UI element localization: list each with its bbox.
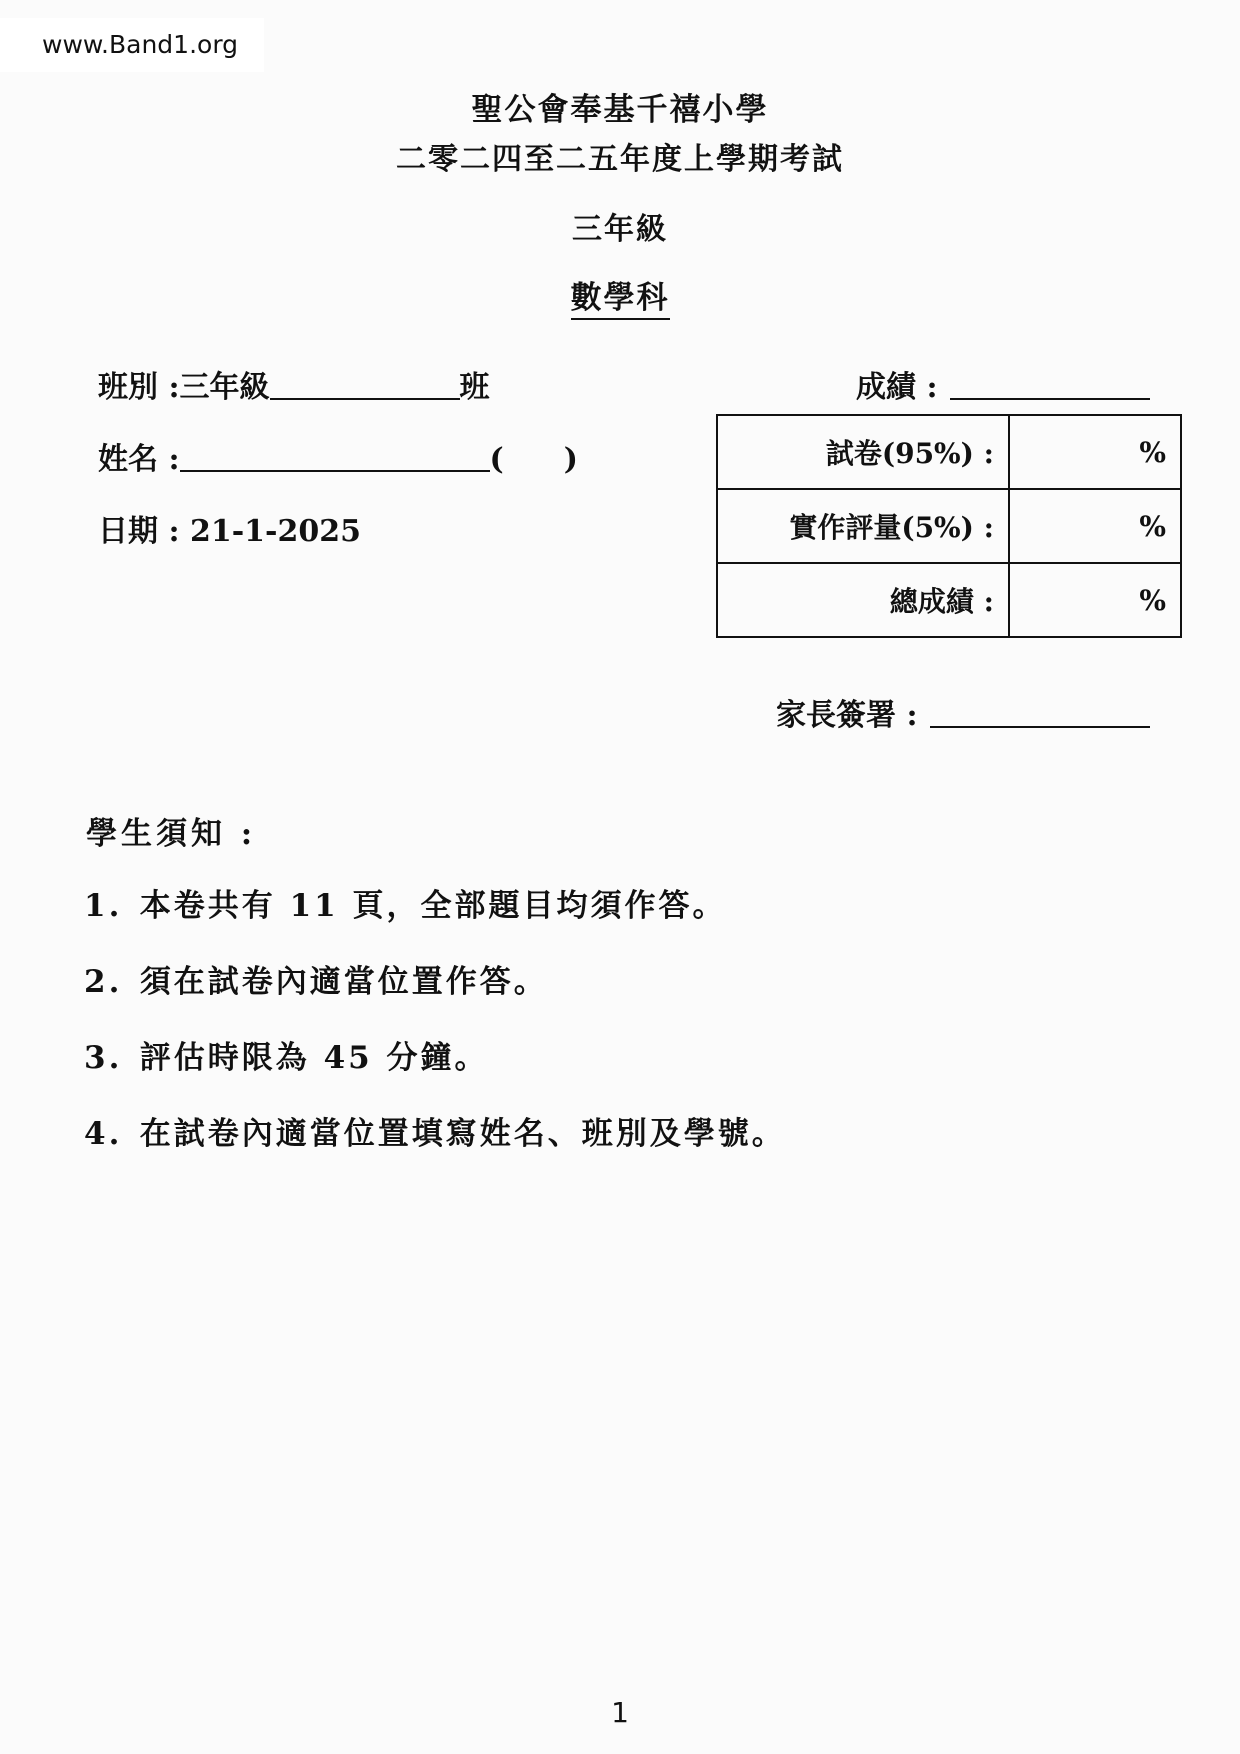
notice-item [84, 1032, 786, 1108]
notice-text: 在試卷內適當位置填寫姓名、班別及學號。 [139, 1116, 786, 1152]
notice-text: 須在試卷內適當位置作答。 [139, 964, 548, 1000]
date-value: : 21-1-2025 [168, 514, 361, 549]
score-row-practical [717, 489, 1181, 563]
date-field [98, 506, 361, 550]
notice-item [84, 880, 786, 956]
score-row-label: 實作評量(5%) : [717, 489, 1009, 563]
name-field [98, 434, 578, 478]
grade-level: 三年級 [572, 212, 668, 247]
score-row-value[interactable]: % [1009, 415, 1181, 489]
school-name: 聖公會奉基千禧小學 [471, 92, 769, 128]
subject-title [0, 272, 1240, 317]
class-label: 班別 [98, 370, 158, 405]
notice-text: 本卷共有 11 頁，全部題目均須作答。 [139, 888, 727, 924]
watermark: www.Band1.org [0, 18, 264, 72]
name-label: 姓名 : [98, 442, 180, 477]
date-label: 日期 [98, 514, 158, 549]
score-row-value[interactable]: % [1009, 563, 1181, 637]
notice-title: 學生須知 : [86, 816, 257, 852]
score-row-paper [717, 415, 1181, 489]
page-number: 1 [611, 1696, 629, 1729]
notice-number: 3. [84, 1040, 123, 1076]
notice-list [84, 880, 786, 1184]
score-label: 成績 : [856, 370, 938, 405]
class-field [98, 362, 490, 406]
class-number-paren: ( ) [489, 442, 578, 477]
exam-title: 二零二四至二五年度上學期考試 [396, 142, 844, 177]
class-suffix: 班 [459, 370, 490, 405]
parent-signature-label: 家長簽署 : [776, 698, 918, 733]
parent-signature-field [776, 690, 1150, 734]
notice-number: 2. [84, 964, 123, 1000]
subject-text: 數學科 [571, 280, 670, 320]
score-row-value[interactable]: % [1009, 489, 1181, 563]
notice-number: 1. [84, 888, 123, 924]
notice-item [84, 956, 786, 1032]
notice-item [84, 1108, 786, 1184]
score-row-label: 總成績 : [717, 563, 1009, 637]
score-row-total [717, 563, 1181, 637]
score-table [716, 414, 1182, 638]
name-blank[interactable] [180, 470, 490, 472]
notice-text: 評估時限為 45 分鐘。 [139, 1040, 489, 1076]
parent-signature-blank[interactable] [930, 726, 1150, 728]
class-prefix: :三年級 [168, 370, 270, 405]
score-field [856, 362, 1150, 406]
score-row-label: 試卷(95%) : [717, 415, 1009, 489]
score-blank[interactable] [950, 398, 1150, 400]
class-blank[interactable] [270, 398, 460, 400]
notice-number: 4. [84, 1116, 123, 1152]
